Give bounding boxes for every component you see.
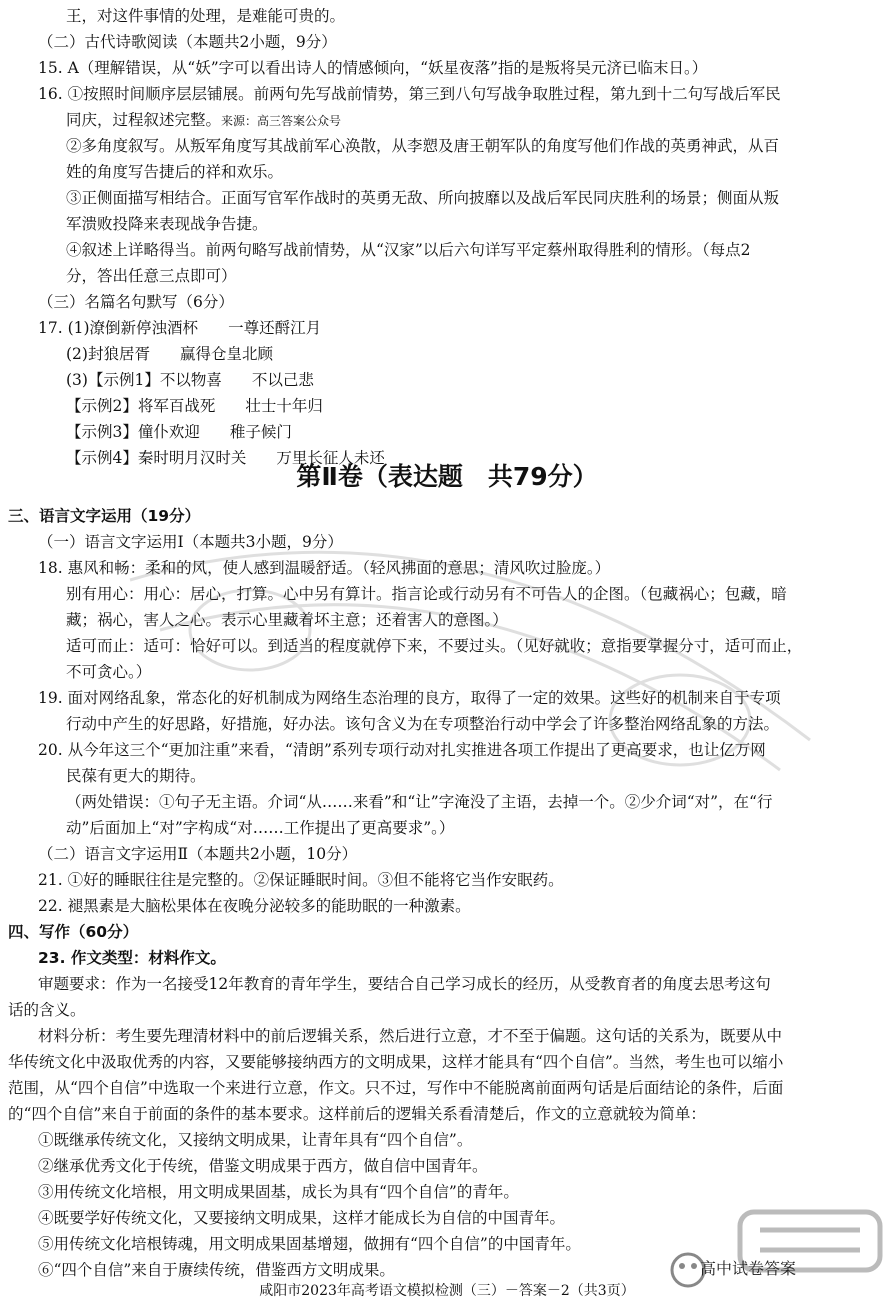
answer-17-row: 17. (1)潦倒新停浊酒杯 一尊还酹江月 (38, 319, 322, 337)
text-line: 藏；祸心，害人之心。表示心里藏着坏主意；还着害人的意图。） (66, 611, 508, 629)
logo-text: 高中试卷答案 (700, 1259, 797, 1278)
list-item: ②继承优秀文化于传统，借鉴文明成果于西方，做自信中国青年。 (38, 1157, 488, 1175)
page-footer: 咸阳市2023年高考语文模拟检测（三）－答案－2（共3页） (259, 1283, 635, 1299)
text-line: 王，对这件事情的处理，是难能可贵的。 (66, 7, 346, 25)
section-heading: （二）语言文字运用Ⅱ（本题共2小题，10分） (38, 845, 358, 863)
answer-19: 19. 面对网络乱象，常态化的好机制成为网络生态治理的良方，取得了一定的效果。这些好的机制来自于专项 (38, 689, 781, 707)
answer-21: 21. ①好的睡眠往往是完整的。②保证睡眠时间。③但不能将它当作安眠药。 (38, 871, 564, 889)
text-line: 分，答出任意三点即可） (66, 267, 237, 285)
text-line: 的“四个自信”来自于前面的条件的基本要求。这样前后的逻辑关系看清楚后，作文的立意就较为简单： (8, 1105, 706, 1123)
answer-16: 16. ①按照时间顺序层层铺展。前两句先写战前情势，第三到八句写战争取胜过程，第九到十二句写战后军民 (38, 85, 781, 103)
text-line: （两处错误：①句子无主语。介词“从……来看”和“让”字淹没了主语，去掉一个。②少介词“对”，在“行 (66, 793, 773, 811)
answer-22: 22. 褪黑素是大脑松果体在夜晚分泌较多的能助眠的一种激素。 (38, 897, 471, 915)
section-heading: 四、写作（60分） (8, 923, 139, 941)
answer-23: 23. 作文类型：材料作文。 (38, 949, 226, 967)
list-item: ①既继承传统文化，又接纳文明成果，让青年具有“四个自信”。 (38, 1131, 473, 1149)
answer-20: 20. 从今年这三个“更加注重”来看，“清朗”系列专项行动对扎实推进各项工作提出了更高要求，也让亿万网 (38, 741, 766, 759)
text-line: ④叙述上详略得当。前两句略写战前情势，从“汉家”以后六句详写平定蔡州取得胜利的情形。（每点2 (66, 241, 751, 259)
text-line: 动”后面加上“对”字构成“对……工作提出了更高要求”。） (66, 819, 455, 837)
answer-17-row: 【示例2】将军百战死 壮士十年归 (66, 397, 323, 415)
text-line: ③正侧面描写相结合。正面写官军作战时的英勇无敌、所向披靡以及战后军民同庆胜利的场景；侧面从叛 (66, 189, 780, 207)
text-line: 范围，从“四个自信”中选取一个来进行立意，作文。只不过，写作中不能脱离前面两句话是后面结论的条件，后面 (8, 1079, 784, 1097)
answer-15: 15. A（理解错误，从“妖”字可以看出诗人的情感倾向，“妖星夜落”指的是叛将吴元济已临末日。） (38, 59, 708, 77)
text-line: 同庆，过程叙述完整。来源：高三答案公众号 (66, 111, 342, 129)
text-line: 军溃败投降来表现战争告捷。 (66, 215, 268, 233)
section-heading: （二）古代诗歌阅读（本题共2小题，9分） (38, 33, 337, 51)
text-line: 审题要求：作为一名接受12年教育的青年学生，要结合自己学习成长的经历，从受教育者的角度去思考这句 (38, 975, 771, 993)
text-line: 华传统文化中汲取优秀的内容，又要能够接纳西方的文明成果，这样才能具有“四个自信”。当然，考生也可以缩小 (8, 1053, 784, 1071)
text-line: ②多角度叙写。从叛军角度写其战前军心涣散，从李愬及唐王朝军队的角度写他们作战的英勇神武，从百 (66, 137, 780, 155)
text-line: 别有用心：用心：居心，打算。心中另有算计。指言论或行动另有不可告人的企图。（包藏祸心；包藏，暗 (66, 585, 787, 603)
list-item: ③用传统文化培根，用文明成果固基，成长为具有“四个自信”的青年。 (38, 1183, 519, 1201)
list-item: ⑥“四个自信”来自于赓续传统，借鉴西方文明成果。 (38, 1261, 395, 1279)
answer-17-row: 【示例3】僮仆欢迎 稚子候门 (66, 423, 292, 441)
answer-17-row: (3)【示例1】不以物喜 不以己悲 (66, 371, 314, 389)
section-heading: 三、语言文字运用（19分） (8, 507, 201, 525)
source-note: 来源：高三答案公众号 (221, 114, 342, 128)
text-line: 适可而止：适可：恰好可以。到适当的程度就停下来，不要过头。（见好就收；意指要掌握分寸，适可而止， (66, 637, 803, 655)
section-heading: （三）名篇名句默写（6分） (38, 293, 234, 311)
text-line: 姓的角度写告捷后的祥和欢乐。 (66, 163, 284, 181)
section-heading: （一）语言文字运用Ⅰ（本题共3小题，9分） (38, 533, 343, 551)
text-line: 行动中产生的好思路，好措施，好办法。该句含义为在专项整治行动中学会了许多整治网络乱象的方法。 (66, 715, 780, 733)
answer-17-row: 【示例4】秦时明月汉时关 万里长征人未还 (66, 449, 385, 467)
text-line: 不可贪心。） (66, 663, 152, 681)
list-item: ④既要学好传统文化，又要接纳文明成果，这样才能成长为自信的中国青年。 (38, 1209, 566, 1227)
answer-18: 18. 惠风和畅：柔和的风，使人感到温暖舒适。（轻风拂面的意思；清风吹过脸庞。） (38, 559, 611, 577)
section-title: 第Ⅱ卷（表达题 共79分） (296, 462, 598, 491)
text-line: 民葆有更大的期待。 (66, 767, 206, 785)
text-line: 材料分析：考生要先理清材料中的前后逻辑关系，然后进行立意，才不至于偏题。这句话的关系为，既要从中 (38, 1027, 783, 1045)
text-line: 话的含义。 (8, 1001, 86, 1019)
answer-17-row: (2)封狼居胥 赢得仓皇北顾 (66, 345, 273, 363)
list-item: ⑤用传统文化培根铸魂，用文明成果固基增翅，做拥有“四个自信”的中国青年。 (38, 1235, 581, 1253)
